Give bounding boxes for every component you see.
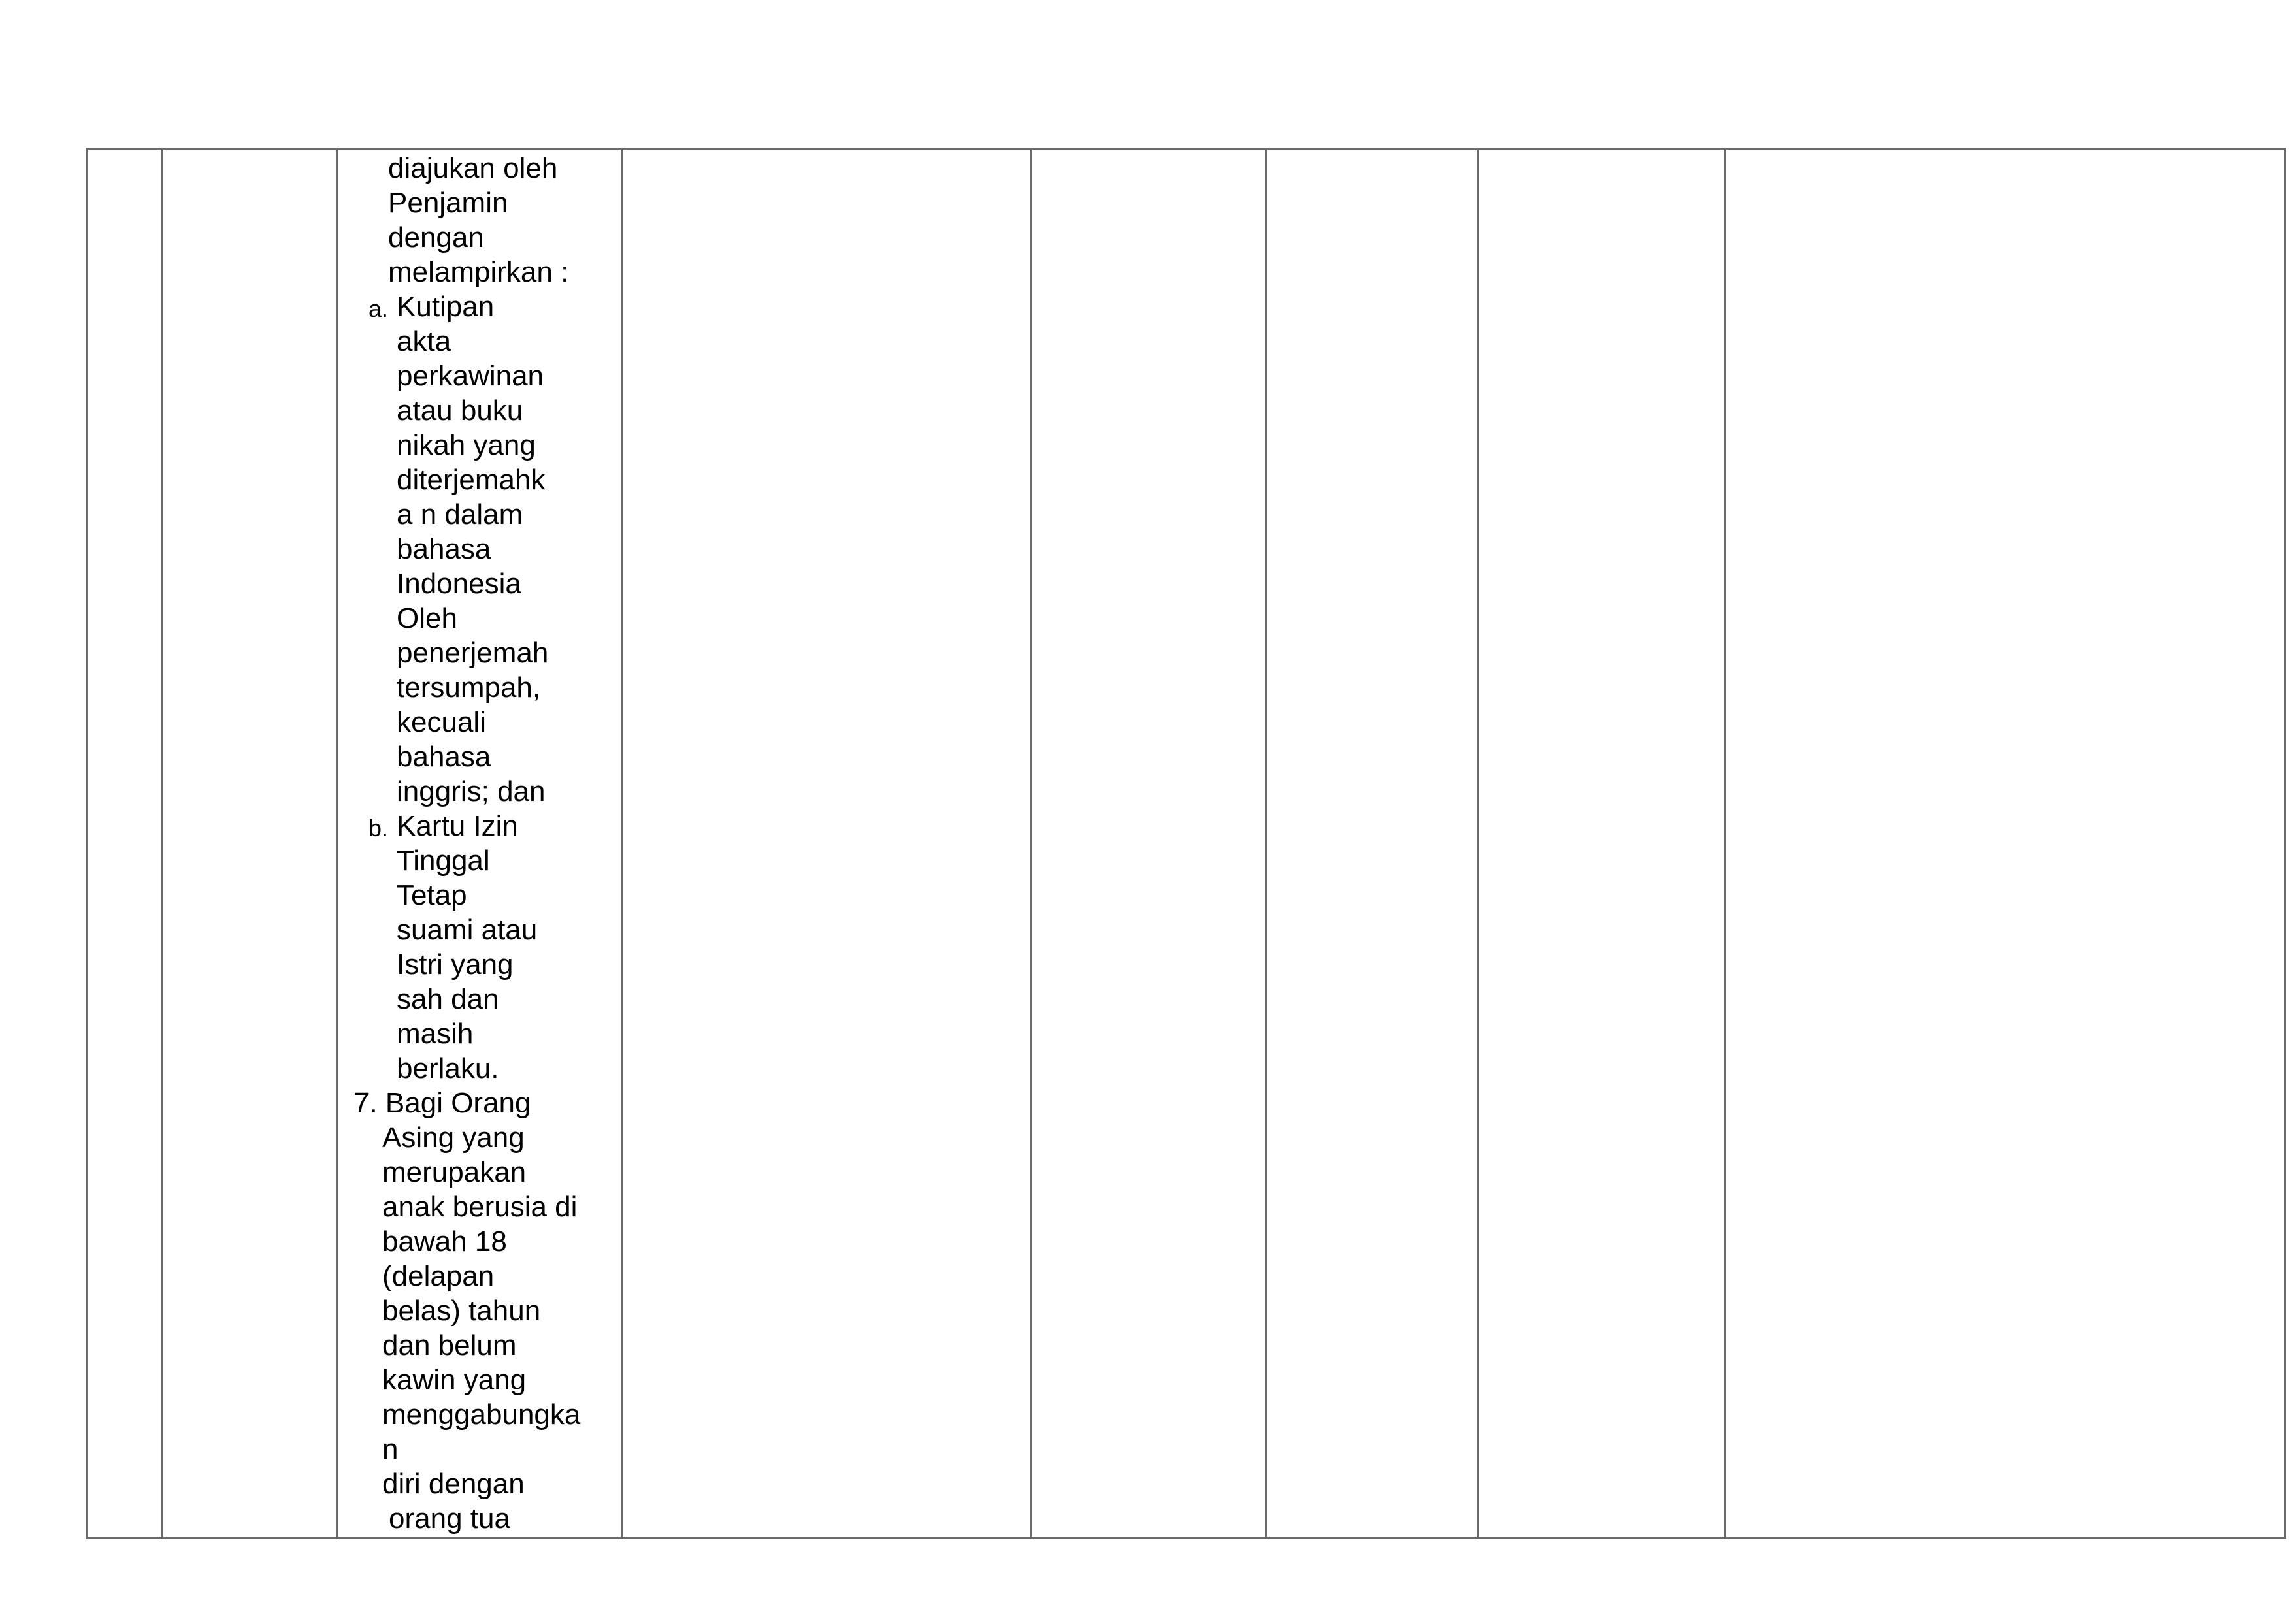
list-line: Indonesia — [397, 568, 521, 600]
intro-line: Penjamin — [388, 187, 508, 219]
table-cell-8 — [1726, 149, 2286, 1538]
list-line: inggris; dan — [397, 775, 546, 807]
list-marker-a: a. — [369, 295, 389, 322]
list-line: Tinggal — [397, 845, 490, 877]
list-line: akta — [397, 325, 451, 357]
list-line: a n dalam — [397, 498, 523, 530]
list-line: masih — [397, 1018, 474, 1050]
list-line: diterjemahk — [397, 464, 546, 496]
list-line: penerjemah — [397, 637, 549, 669]
list-line: Istri yang — [397, 949, 514, 981]
numbered-line: diri dengan — [382, 1468, 525, 1500]
numbered-line: anak berusia di — [382, 1191, 578, 1223]
list-line: atau buku — [397, 395, 523, 427]
list-line: sah dan — [397, 983, 499, 1015]
list-line: nikah yang — [397, 429, 536, 461]
list-line: Kartu Izin — [397, 810, 518, 842]
intro-line: diajukan oleh — [388, 152, 558, 184]
numbered-line: dan belum — [382, 1329, 517, 1361]
numbered-line: n — [382, 1433, 399, 1465]
list-line: kecuali — [397, 706, 486, 738]
list-line: bahasa — [397, 533, 491, 565]
list-line: bahasa — [397, 741, 491, 773]
numbered-line: bawah 18 — [382, 1226, 507, 1258]
list-line: berlaku. — [397, 1052, 499, 1084]
numbered-line: belas) tahun — [382, 1295, 541, 1327]
list-line: Oleh — [397, 602, 457, 634]
table-cell-2 — [163, 149, 338, 1538]
table-cell-4 — [622, 149, 1031, 1538]
numbered-line: Asing yang — [382, 1122, 525, 1154]
table-cell-1 — [87, 149, 163, 1538]
list-line: Kutipan — [397, 291, 495, 323]
table-cell-5 — [1031, 149, 1266, 1538]
table-cell-6 — [1266, 149, 1478, 1538]
list-line: tersumpah, — [397, 672, 541, 704]
table-cell-requirements — [338, 149, 622, 1538]
list-line: Tetap — [397, 879, 467, 911]
intro-line: melampirkan : — [388, 256, 569, 288]
table-row — [87, 149, 2286, 1538]
numbered-item-7: 7. Bagi Orang — [353, 1087, 531, 1119]
list-item-b — [338, 809, 621, 1086]
list-item-a — [338, 289, 621, 809]
numbered-line: kawin yang — [382, 1364, 527, 1396]
requirements-text — [338, 150, 621, 1536]
list-line: perkawinan — [397, 360, 544, 392]
numbered-line: (delapan — [382, 1260, 495, 1292]
list-marker-b: b. — [369, 815, 389, 841]
intro-line: dengan — [388, 221, 484, 253]
numbered-line: orang tua — [389, 1502, 510, 1535]
table-cell-7 — [1478, 149, 1726, 1538]
numbered-line: menggabungka — [382, 1399, 581, 1431]
document-table — [86, 148, 2286, 1539]
numbered-line: merupakan — [382, 1156, 527, 1188]
list-line: suami atau — [397, 914, 538, 946]
